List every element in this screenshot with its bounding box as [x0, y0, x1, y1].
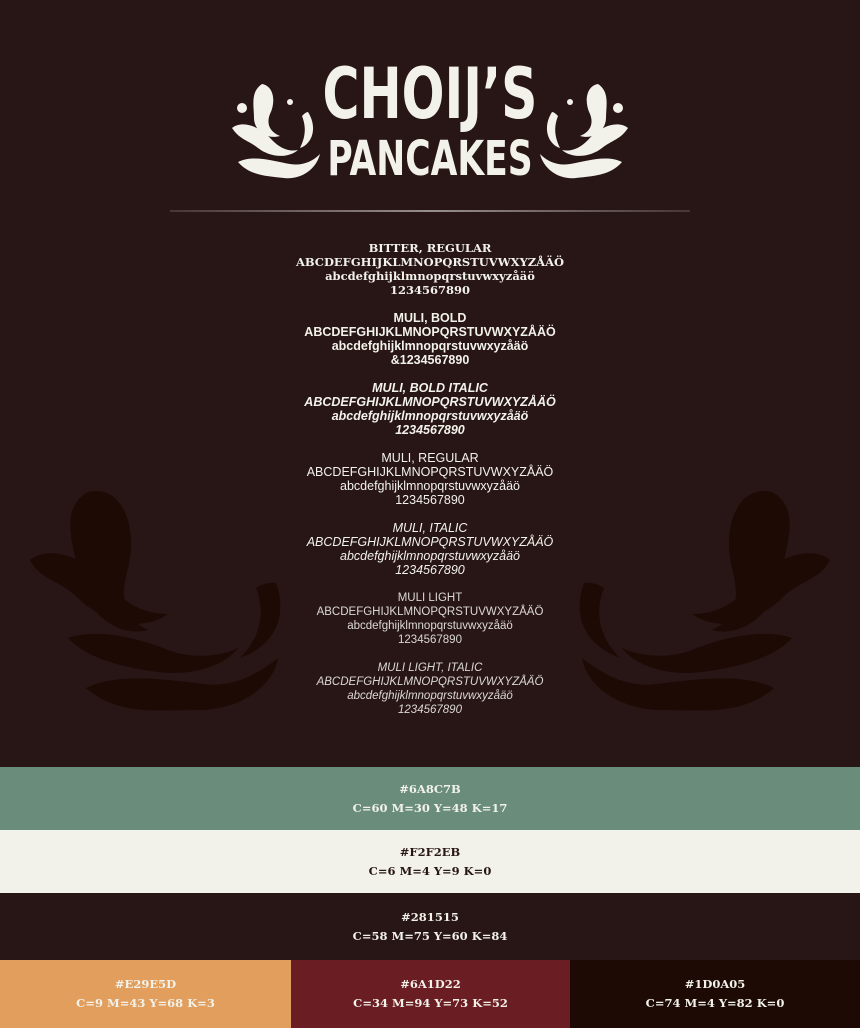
specimen-muli-light [0, 591, 860, 647]
specimen-lowercase: abcdefghijklmnopqrstuvwxyzåäö [331, 409, 529, 423]
swatch-cmyk: C=74 M=4 Y=82 K=0 [645, 996, 785, 1010]
specimen-lowercase: abcdefghijklmnopqrstuvwxyzåäö [347, 690, 513, 702]
specimen-uppercase: ABCDEFGHIJKLMNOPQRSTUVWXYZÅÄÖ [306, 535, 554, 549]
specimen-lowercase: abcdefghijklmnopqrstuvwxyzåäö [347, 620, 513, 632]
color-swatch-cream [0, 830, 860, 893]
swatch-hex: #1D0A05 [684, 977, 746, 991]
specimen-name: BITTER, REGULAR [368, 241, 492, 255]
specimen-name: MULI LIGHT, ITALIC [377, 662, 483, 674]
specimen-lowercase: abcdefghijklmnopqrstuvwxyzåäö [340, 479, 520, 493]
swatch-hex: #281515 [401, 909, 459, 924]
brand-logo [0, 52, 860, 192]
logo-line1: CHOIJ’S [322, 53, 538, 135]
specimen-uppercase: ABCDEFGHIJKLMNOPQRSTUVWXYZÅÄÖ [316, 676, 544, 688]
specimen-digits: 1234567890 [389, 283, 471, 297]
specimen-uppercase: ABCDEFGHIJKLMNOPQRSTUVWXYZÅÄÖ [316, 606, 544, 618]
swatch-cmyk: C=9 M=43 Y=68 K=3 [76, 996, 215, 1010]
splash-right-icon [540, 84, 628, 180]
specimen-lowercase: abcdefghijklmnopqrstuvwxyzåäö [331, 339, 529, 353]
swatch-hex: #6A1D22 [400, 977, 461, 991]
specimen-lowercase: abcdefghijklmnopqrstuvwxyzåäö [325, 269, 535, 283]
specimen-uppercase: ABCDEFGHIJKLMNOPQRSTUVWXYZÅÄÖ [304, 395, 556, 409]
swatch-hex: #E29E5D [114, 977, 177, 991]
specimen-name: MULI, BOLD ITALIC [372, 381, 488, 395]
specimen-name: MULI, REGULAR [381, 451, 479, 465]
logo-line2: PANCAKES [327, 131, 533, 187]
specimen-bitter-regular [0, 241, 860, 297]
color-swatch-black [570, 960, 860, 1028]
specimen-muli-italic [0, 521, 860, 577]
specimen-digits: 1234567890 [398, 634, 462, 646]
color-swatch-orange [0, 960, 291, 1028]
swatch-hex: #6A8C7B [399, 781, 461, 796]
specimen-digits: 1234567890 [395, 493, 465, 507]
specimen-uppercase: ABCDEFGHIJKLMNOPQRSTUVWXYZÅÄÖ [306, 465, 554, 479]
specimen-uppercase: ABCDEFGHIJKLMNOPQRSTUVWXYZÅÄÖ [295, 255, 565, 269]
divider-rule [170, 210, 690, 212]
swatch-cmyk: C=58 M=75 Y=60 K=84 [352, 928, 508, 943]
specimen-digits: &1234567890 [390, 353, 470, 367]
swatch-cmyk: C=6 M=4 Y=9 K=0 [368, 863, 492, 878]
specimen-name: MULI, ITALIC [392, 521, 468, 535]
color-swatch-red [291, 960, 570, 1028]
specimen-digits: 1234567890 [398, 704, 462, 716]
specimen-lowercase: abcdefghijklmnopqrstuvwxyzåäö [340, 549, 520, 563]
specimen-muli-bold-italic [0, 381, 860, 437]
specimen-digits: 1234567890 [395, 423, 465, 437]
specimen-digits: 1234567890 [395, 563, 465, 577]
swatch-cmyk: C=34 M=94 Y=73 K=52 [353, 996, 508, 1010]
swatch-hex: #F2F2EB [399, 844, 461, 859]
swatch-cmyk: C=60 M=30 Y=48 K=17 [352, 800, 508, 815]
color-swatch-dark-brown [0, 893, 860, 960]
specimen-name: MULI, BOLD [393, 311, 467, 325]
color-swatch-green [0, 767, 860, 830]
specimen-muli-light-italic [0, 661, 860, 717]
specimen-muli-regular [0, 451, 860, 507]
typeface-specimens [0, 241, 860, 731]
specimen-uppercase: ABCDEFGHIJKLMNOPQRSTUVWXYZÅÄÖ [304, 325, 556, 339]
specimen-name: MULI LIGHT [397, 592, 463, 604]
specimen-muli-bold [0, 311, 860, 367]
